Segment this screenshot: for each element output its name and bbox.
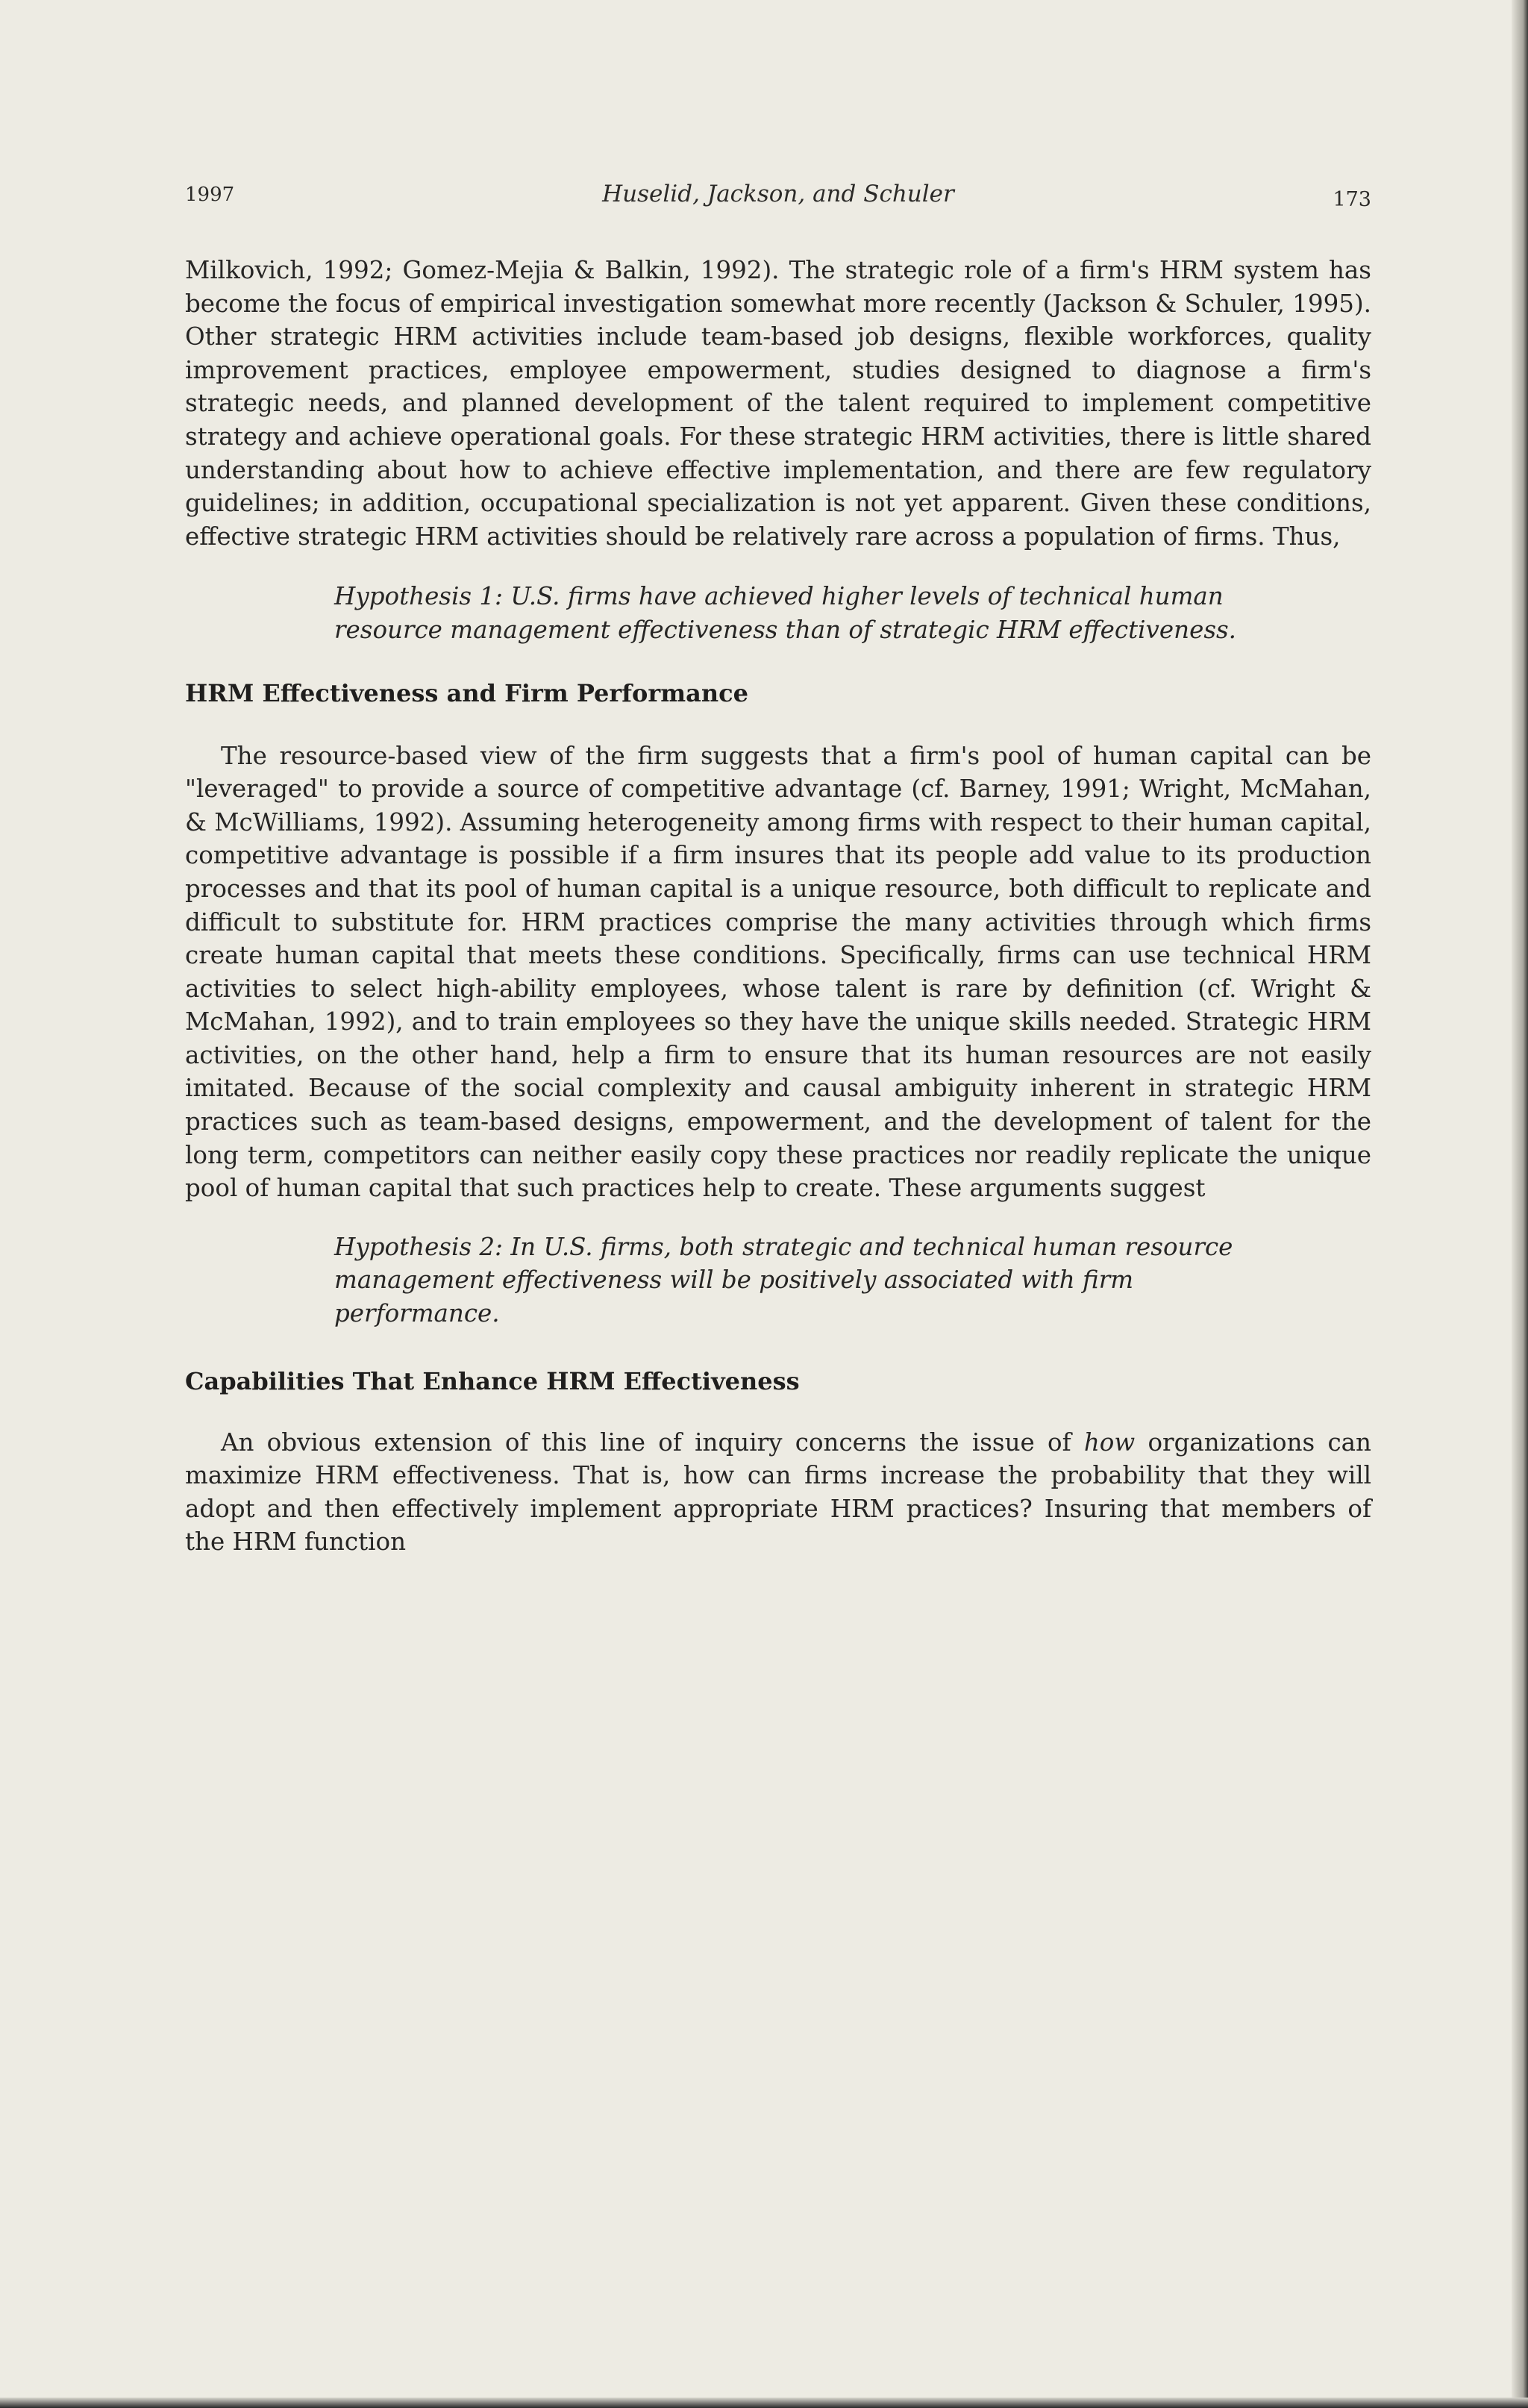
hypothesis-1: Hypothesis 1: U.S. firms have achieved higher levels of technical human resource management effectiveness than of strategic HRM effectiveness.	[334, 582, 1237, 644]
paragraph-3-rest: organizations can maximize HRM effectiveness. That is, how can firms increase the probability that they will adopt and then effectively implement appropriate HRM practices? Insuring that members of the HRM function	[185, 1427, 1371, 1557]
hypothesis-2: Hypothesis 2: In U.S. firms, both strategic and technical human resource management effectiveness will be positively associated with firm performance.	[334, 1232, 1233, 1328]
header-authors: Huselid, Jackson, and Schuler	[602, 181, 954, 207]
header-year: 1997	[185, 184, 235, 206]
paragraph-3	[185, 1426, 1371, 1559]
scan-edge-bottom	[0, 2398, 1528, 2408]
article-body	[185, 254, 1371, 1559]
paragraph-3-emphasis: how	[1083, 1427, 1136, 1457]
section-heading-hrm-effectiveness: HRM Effectiveness and Firm Performance	[185, 678, 748, 707]
scan-edge-right	[1512, 0, 1528, 2408]
paragraph-2: The resource-based view of the firm suggests that a firm's pool of human capital can be "leveraged" to provide a source of competitive advantage (cf. Barney, 1991; Wright, McMahan, & McWilliams, 1992). Assuming heterogeneity among firms with respect to their human capital, competitive advantage is possible if a firm insures that its people add value to its production processes and that its pool of human capital is a unique resource, both difficult to replicate and difficult to substitute for. HRM practices comprise the many activities through which firms create human capital that meets these conditions. Specifically, firms can use technical HRM activities to select high-ability employees, whose talent is rare by definition (cf. Wright & McMahan, 1992), and to train employees so they have the unique skills needed. Strategic HRM activities, on the other hand, help a firm to ensure that its human resources are not easily imitated. Because of the social complexity and causal ambiguity inherent in strategic HRM practices such as team-based designs, empowerment, and the development of talent for the long term, competitors can neither easily copy these practices nor readily replicate the unique pool of human capital that such practices help to create. These arguments suggest	[185, 741, 1371, 1203]
page-number: 173	[1333, 188, 1371, 211]
paragraph-1: Milkovich, 1992; Gomez-Mejia & Balkin, 1992). The strategic role of a firm's HRM system has become the focus of empirical investigation somewhat more recently (Jackson & Schuler, 1995). Other strategic HRM activities include team-based job designs, flexible workforces, quality improvement practices, employee empowerment, studies designed to diagnose a firm's strategic needs, and planned development of the talent required to implement competitive strategy and achieve operational goals. For these strategic HRM activities, there is little shared understanding about how to achieve effective implementation, and there are few regulatory guidelines; in addition, occupational specialization is not yet apparent. Given these conditions, effective strategic HRM activities should be relatively rare across a population of firms. Thus,	[185, 256, 1371, 551]
section-heading-capabilities: Capabilities That Enhance HRM Effectiveness	[185, 1366, 800, 1395]
running-header	[185, 181, 1371, 213]
paragraph-3-start: An obvious extension of this line of inquiry concerns the issue of	[221, 1427, 1084, 1457]
